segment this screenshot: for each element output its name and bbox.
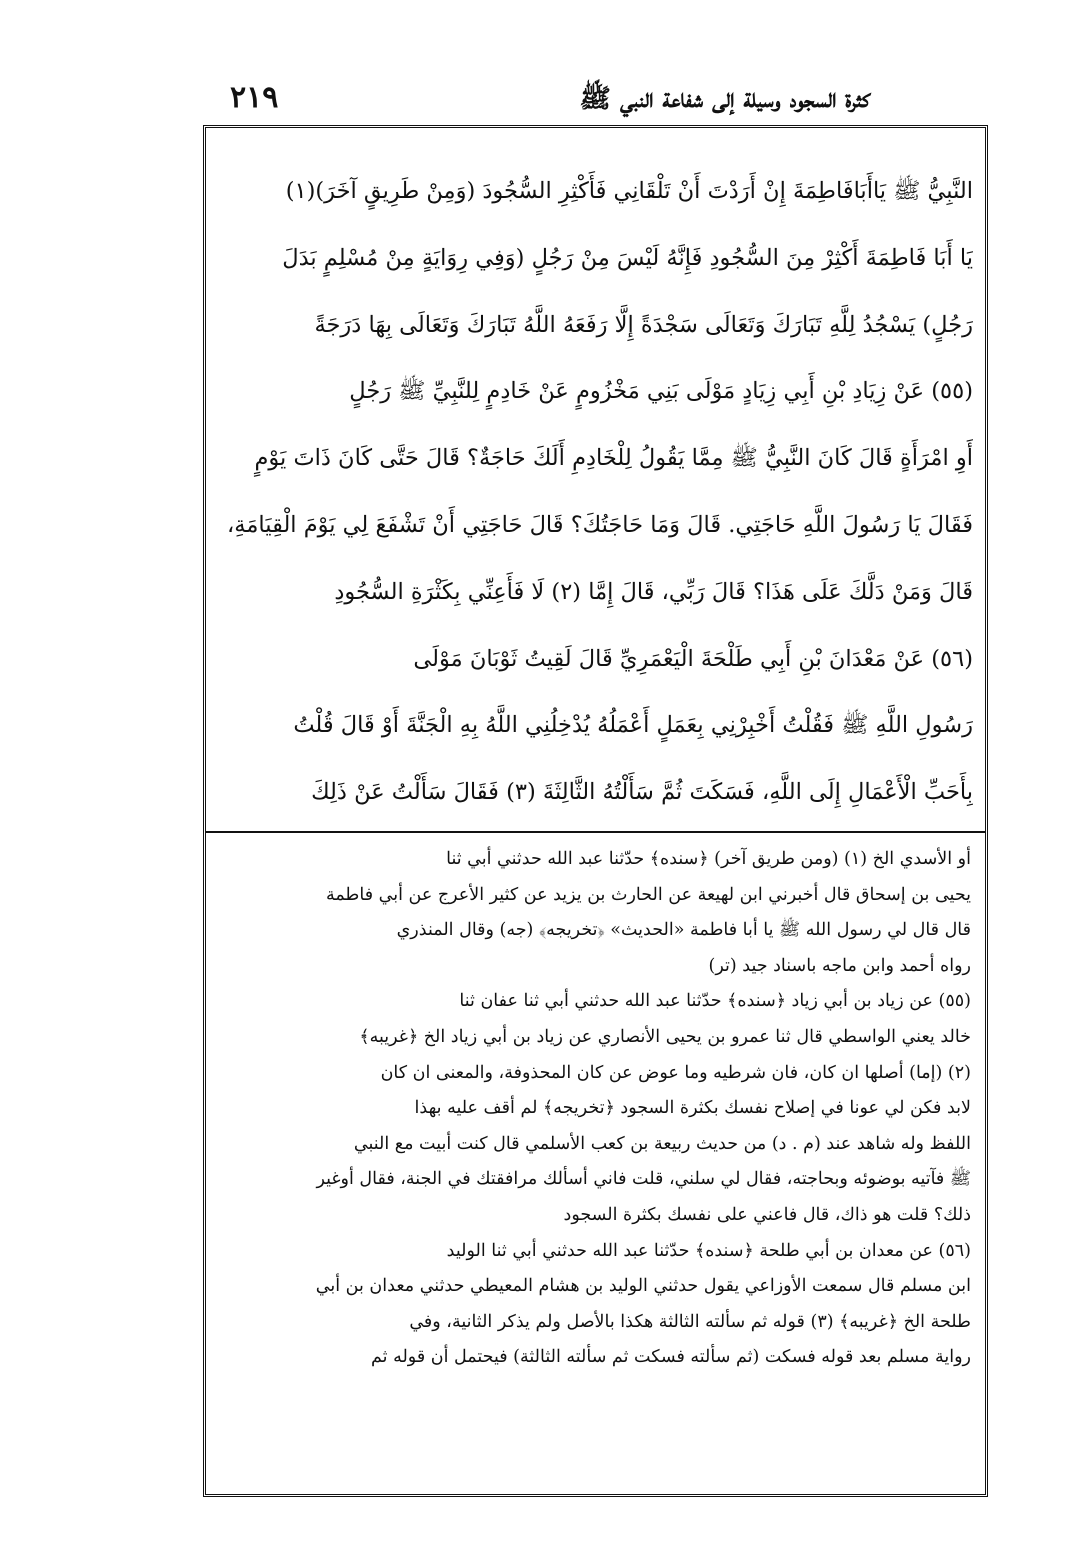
footnote-line: رواه أحمد وابن ماجه باسناد جيد (تر) xyxy=(708,955,971,976)
footnotes xyxy=(216,842,971,1482)
page-header xyxy=(230,80,870,120)
main-text-line: رَسُولِ اللَّهِ ﷺ فَقُلْتُ أَخْبِرْنِي بِعَمَلٍ أَعْمَلُهُ يُدْخِلُنِي اللَّهُ بِهِ الْجَنَّةَ أَوْ قَالَ قُلْتُ xyxy=(293,712,973,739)
footnote-line: (٥٥) عن زياد بن أبي زياد ﴿سنده﴾ حدّثنا عبد الله حدثني أبي ثنا عفان ثنا xyxy=(459,991,971,1012)
footnote-line: طلحة الخ ﴿غريبه﴾ (٣) قوله ثم سألته الثالثة هكذا بالأصل ولم يذكر الثانية، وفي xyxy=(409,1311,971,1332)
main-text-line: يَا أَبَا فَاطِمَةَ أَكْثِرْ مِنَ السُّجُودِ فَإِنَّهُ لَيْسَ مِنْ رَجُلٍ (وَفِي رِوَايَةٍ مِنْ مُسْلِمٍ بَدَلَ xyxy=(282,244,973,271)
footnote-line: ابن مسلم قال سمعت الأوزاعي يقول حدثني الوليد بن هشام المعيطي حدثني معدان بن أبي xyxy=(315,1276,971,1297)
running-title: كثرة السجود وسيلة إلى شفاعة النبي ﷺ xyxy=(579,84,870,114)
footnote-line: (٥٦) عن معدان بن أبي طلحة ﴿سنده﴾ حدّثنا عبد الله حدثني أبي ثنا الوليد xyxy=(446,1240,971,1261)
footnote-line: (٢) (إما) أصلها ان كان، فان شرطيه وما عوض عن كان المحذوفة، والمعنى ان كان xyxy=(380,1062,971,1083)
main-text-line: بِأَحَبِّ الْأَعْمَالِ إِلَى اللَّهِ، فَسَكَتَ ثُمَّ سَأَلْتُهُ الثَّالِثَةَ (٣) فَقَالَ سَأَلْتُ عَنْ ذَلِكَ xyxy=(311,779,973,806)
main-text xyxy=(218,158,973,826)
footnote-line: رواية مسلم بعد قوله فسكت (ثم سألته فسكت ثم سألته الثالثة) فيحتمل أن قوله ثم xyxy=(370,1347,971,1368)
footnote-line: ذلك؟ قلت هو ذاك، قال فاعني على نفسك بكثرة السجود xyxy=(563,1204,971,1225)
text-frame xyxy=(203,125,988,1497)
footnote-line: قال قال لي رسول الله ﷺ يا أبا فاطمة «الحديث» ﴿تخريجه﴾ (جه) وقال المنذري xyxy=(396,920,971,941)
main-text-line: قَالَ وَمَنْ دَلَّكَ عَلَى هَذَا؟ قَالَ رَبِّي، قَالَ إِمَّا (٢) لَا فَأَعِنِّي بِكَثْرَةِ السُّجُودِ xyxy=(334,578,973,605)
footnote-line: اللفظ وله شاهد عند (م . د) من حديث ربيعة بن كعب الأسلمي قال كنت أبيت مع النبي xyxy=(353,1133,971,1154)
main-text-line: (٥٦) عَنْ مَعْدَانَ بْنِ أَبِي طَلْحَةَ الْيَعْمَرِيِّ قَالَ لَقِيتُ ثَوْبَانَ مَوْلَى xyxy=(413,645,973,672)
main-text-line: فَقَالَ يَا رَسُولَ اللَّهِ حَاجَتِي. قَالَ وَمَا حَاجَتُكَ؟ قَالَ حَاجَتِي أَنْ تَشْفَعَ لِي يَوْمَ الْقِيَامَةِ، xyxy=(227,511,973,538)
main-text-line: رَجُلٍ) يَسْجُدُ لِلَّهِ تَبَارَكَ وَتَعَالَى سَجْدَةً إِلَّا رَفَعَهُ اللَّهُ تَبَارَكَ وَتَعَالَى بِهَا دَرَجَةً xyxy=(314,311,973,338)
footnote-divider xyxy=(206,831,985,833)
main-text-line: أَوِ امْرَأَةٍ قَالَ كَانَ النَّبِيُّ ﷺ مِمَّا يَقُولُ لِلْخَادِمِ أَلَكَ حَاجَةٌ؟ قَالَ حَتَّى كَانَ ذَاتَ يَوْمٍ xyxy=(254,445,973,472)
footnote-line: أو الأسدي الخ (١) (ومن طريق آخر) ﴿سنده﴾ حدّثنا عبد الله حدثني أبي ثنا xyxy=(446,849,971,869)
footnote-line: خالد يعني الواسطي قال ثنا عمرو بن يحيى الأنصاري عن زياد بن أبي زياد الخ ﴿غريبه﴾ xyxy=(359,1026,971,1047)
footnote-line: لابد فكن لي عونا في إصلاح نفسك بكثرة السجود ﴿تخريجه﴾ لم أقف عليه بهذا xyxy=(414,1098,971,1119)
footnote-line: ﷺ فآتيه بوضوئه وبحاجته، فقال لي سلني، قلت فاني أسألك مرافقتك في الجنة، فقال أوغير xyxy=(316,1169,971,1190)
footnote-line: يحيى بن إسحاق قال أخبرني ابن لهيعة عن الحارث بن يزيد عن كثير الأعرج عن أبي فاطمة xyxy=(325,884,971,905)
page-number: ٢١٩ xyxy=(230,80,279,115)
main-text-line: (٥٥) عَنْ زِيَادِ بْنِ أَبِي زِيَادٍ مَوْلَى بَنِي مَخْزُومٍ عَنْ خَادِمٍ لِلنَّبِيِّ ﷺ رَجُلٍ xyxy=(349,378,973,405)
main-text-line: النَّبِيُّ ﷺ يَاأَبَافَاطِمَةَ إِنْ أَرَدْتَ أَنْ تَلْقَانِي فَأَكْثِرِ السُّجُودَ (وَمِنْ طَرِيقٍ آخَرَ)(١) xyxy=(285,178,973,204)
